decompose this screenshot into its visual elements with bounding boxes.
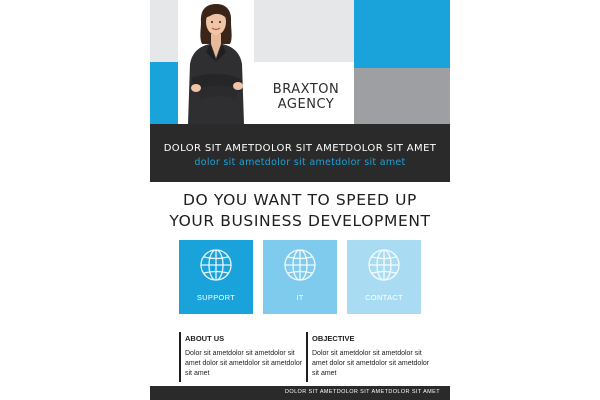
about-us-title: ABOUT US [185, 334, 225, 343]
about-us-body: Dolor sit ametdolor sit ametdolor sit amet dolor sit ametdolor sit ametdolor sit amet [185, 350, 303, 377]
tagline-band [150, 124, 450, 182]
decor-block-light-gray-center [254, 0, 354, 62]
tagline-secondary: dolor sit ametdolor sit ametdolor sit amet [194, 157, 406, 168]
objective-title: OBJECTIVE [312, 334, 355, 343]
objective-body: Dolor sit ametdolor sit ametdolor sit amet dolor sit ametdolor sit ametdolor sit amet [312, 350, 430, 377]
service-tile-it[interactable] [263, 240, 337, 314]
service-label: CONTACT [365, 293, 403, 302]
decor-block-blue [150, 62, 178, 124]
decor-block-gray-right [354, 68, 450, 124]
about-us-section [179, 332, 303, 382]
decor-block-blue-right [354, 0, 450, 68]
brand-name [264, 82, 348, 112]
globe-icon [367, 248, 401, 282]
globe-icon [199, 248, 233, 282]
service-tile-contact[interactable] [347, 240, 421, 314]
businesswoman-photo [178, 0, 254, 124]
footer-text: DOLOR SIT AMETDOLOR SIT AMETDOLOR SIT AMET [285, 389, 440, 395]
headline-line-1: DO YOU WANT TO SPEED UP [183, 191, 417, 209]
brand-line-2: AGENCY [277, 97, 335, 112]
globe-icon [283, 248, 317, 282]
footer-bar [150, 386, 450, 400]
brand-line-1: BRAXTON [272, 82, 340, 97]
headline [150, 190, 450, 232]
objective-section [306, 332, 430, 382]
headline-line-2: YOUR BUSINESS DEVELOPMENT [169, 212, 431, 230]
decor-block-light-gray [150, 0, 178, 62]
service-label: IT [296, 293, 304, 302]
service-tile-support[interactable] [179, 240, 253, 314]
service-label: SUPPORT [196, 293, 236, 302]
tagline-primary: DOLOR SIT AMETDOLOR SIT AMETDOLOR SIT AMET [163, 143, 437, 154]
flyer [150, 0, 450, 400]
